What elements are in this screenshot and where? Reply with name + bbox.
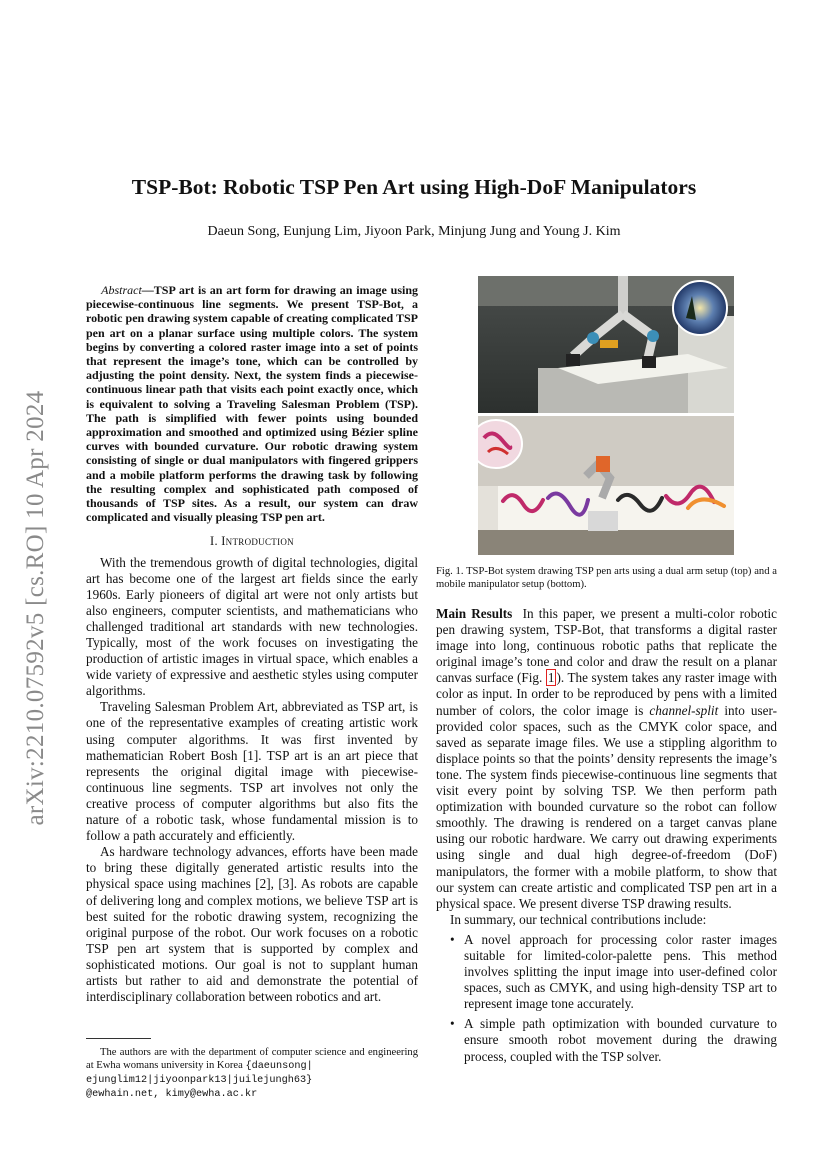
author-list: Daeun Song, Eunjung Lim, Jiyoon Park, Minjung Jung and Young J. Kim (207, 224, 621, 239)
figure-1 (478, 276, 734, 555)
author-affiliation-footnote (86, 1046, 418, 1101)
section-number: I. (210, 534, 218, 549)
figure-reference-link[interactable]: 1 (547, 670, 555, 686)
paper-title: TSP-Bot: Robotic TSP Pen Art using High-DoF Manipulators (131, 175, 697, 199)
main-results-heading: Main Results (436, 606, 513, 621)
main-results-text: into user-provided color spaces, such as the CMYK color space, and saved as separate image files. We use a stippling algorithm to displace points so that the points’ density represents the image’s tone. The system finds piecewise-continuous line segments that visit every point by solving TSP. We then perform path optimization with bounded curvature so the robot can follow smoothly. The drawing is rendered on a target canvas plane using our robotic hardware. We carry out drawing experiments using single and dual high degree-of-freedom (DoF) manipulators, the former with a mobile platform, to show that our system can create artistic and complicated TSP pen art in a physical space. We present diverse TSP drawing results. (436, 702, 777, 911)
main-results-text: In this paper, we present a multi-color robotic pen drawing system, TSP-Bot, that transforms a digital raster image into long, continuous robotic paths that replicate the original image’s tone and color and draw the result on a planar canvas surface (Fig. (436, 606, 778, 686)
right-column (436, 606, 777, 1065)
intro-paragraph: With the tremendous growth of digital technologies, digital art has become one of the largest art fields since the early 1960s. Early pioneers of digital art were not only artists but also engineers, computer scientists, and mathematicians who challenged traditional art standards with new technologies. Typically, most of the work focuses on investigating the production of artistic images in virtual space, which enables a wide variety of expressive and aesthetic styles using computer algorithms. (86, 554, 418, 699)
figure-caption: Fig. 1. TSP-Bot system drawing TSP pen arts using a dual arm setup (top) and a mobile manipulator setup (bottom). (436, 566, 777, 590)
intro-paragraph: Traveling Salesman Problem Art, abbreviated as TSP art, is one of the representative examples of creating artistic work using computer algorithms. It was first invented by mathematician Robert Bosh [1]. TSP art is an art piece that represents the original digital image with piecewise-continuous line segments. TSP art involves not only the creative process of computer algorithms but also fits the nature of a robotic task, whose fundamental mission is to follow a path accurately and efficiently. (86, 699, 418, 844)
abstract-dash: — (141, 283, 154, 297)
abstract-lead: Abstract (101, 283, 142, 297)
summary-intro: In summary, our technical contributions include: (450, 911, 707, 927)
contribution-item: • A novel approach for processing color raster images suitable for limited-color-palette pens. This method involves splitting the input image into user-defined color spaces, such as CMYK, and using high-density TSP art to represent image tone accurately. (464, 932, 777, 1012)
contribution-item: • A simple path optimization with bounded curvature to ensure smooth robot movement during the drawing process, coupled with the TSP solver. (464, 1016, 777, 1064)
dual-arm-photo (478, 276, 734, 413)
abstract-text: TSP art is an art form for drawing an image using piecewise-continuous line segments. We present TSP-Bot, a robotic pen drawing system capable of creating complicated TSP pen art on a planar surface using multiple colors. The system begins by converting a colored raster image into a set of points that represent the image’s tone, which can be controlled by adjusting the point density. Next, the system finds a piecewise-continuous linear path that visits each point exactly once, which is equivalent to solving a Traveling Salesman Problem (TSP). The path is simplified with fewer points using bounded approximation and smoothed and optimized using Bézier spline curves with bounded curvature. Our robotic drawing system consisting of single or dual manipulators with fingered grippers and a mobile platform performs the drawing task by following the resulting complex and sophisticated path composed of thousands of TSP sites. As a result, our system can draw complicated and visually pleasing TSP pen art. (86, 283, 418, 525)
left-column (86, 283, 418, 1005)
contributions-list (436, 932, 777, 1065)
section-title: Introduction (221, 534, 294, 549)
main-results-text: ). The system takes any raster image with color as input. In order to be reproduced by pens with a limited number of colors, the color image is (436, 670, 777, 718)
main-results-emphasis: channel-split (649, 702, 719, 718)
footnote-emails: ejunglim12|jiyoonpark13|juilejungh63} (86, 1075, 313, 1086)
footnote-emails: {daeunsong| (245, 1061, 313, 1072)
footnote-text: The authors are with the department of computer science and engineering at Ewha womans university in Korea (86, 1047, 418, 1071)
footnote-rule (86, 1038, 151, 1039)
arxiv-identifier: arXiv:2210.07592v5 [cs.RO] 10 Apr 2024 (22, 390, 49, 825)
main-results-paragraph (436, 606, 777, 912)
mobile-manipulator-photo (478, 416, 734, 555)
abstract (86, 283, 418, 524)
intro-paragraph: As hardware technology advances, efforts have been made to bring these digitally generated artistic results into the physical space using machines [2], [3]. As robots are capable of delivering long and complex motions, we believe TSP art is best suited for the robotic drawing system, recognizing the original purpose of the robot. Our work focuses on a robotic TSP pen art system that is supported by complex and sophisticated motions. Our goal is not to supplant human artists but rather to aid and demonstrate the potential of interdisciplinary collaboration between robotics and art. (86, 844, 418, 1005)
section-heading-introduction (86, 533, 418, 549)
footnote-emails: @ewhain.net, kimy@ewha.ac.kr (86, 1089, 258, 1100)
